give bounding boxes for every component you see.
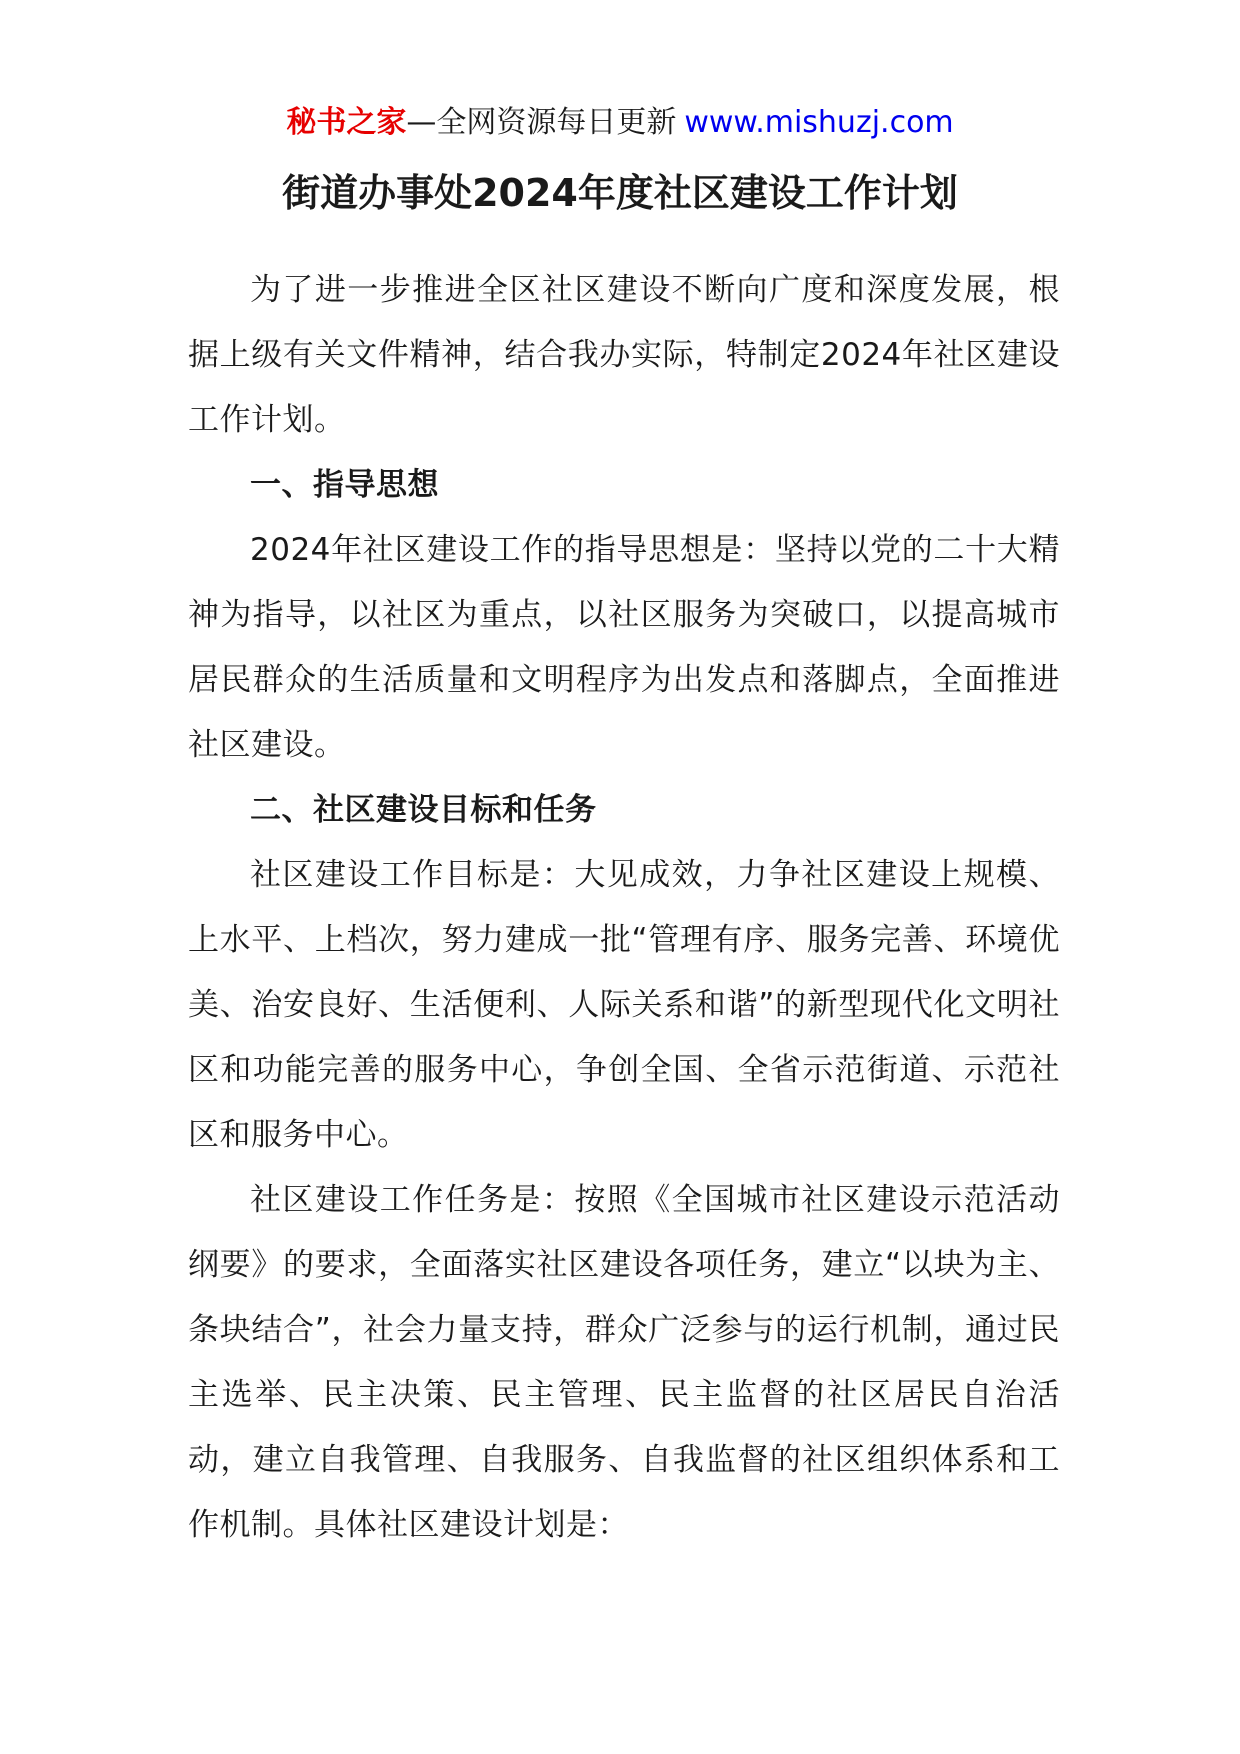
site-banner [0,102,1240,144]
document-body [188,258,1060,1558]
banner-tagline: —全网资源每日更新 [406,105,677,140]
section-paragraph: 社区建设工作任务是：按照《全国城市社区建设示范活动纲要》的要求，全面落实社区建设各项任务，建立“以块为主、条块结合”，社会力量支持，群众广泛参与的运行机制，通过民主选举、民主决策、民主管理、民主监督的社区居民自治活动，建立自我管理、自我服务、自我监督的社区组织体系和工作机制。具体社区建设计划是： [188,1182,1060,1543]
banner-brand: 秘书之家 [286,105,407,140]
document-title: 街道办事处2024年度社区建设工作计划 [282,171,958,215]
section-heading-goals-and-tasks: 二、社区建设目标和任务 [250,792,597,828]
section-heading-guiding-ideology: 一、指导思想 [250,467,439,503]
banner-url-link[interactable]: www.mishuzj.com [684,105,954,140]
section-paragraph: 社区建设工作目标是：大见成效，力争社区建设上规模、上水平、上档次，努力建成一批“管理有序、服务完善、环境优美、治安良好、生活便利、人际关系和谐”的新型现代化文明社区和功能完善的服务中心，争创全国、全省示范街道、示范社区和服务中心。 [188,857,1060,1153]
section-paragraph: 2024年社区建设工作的指导思想是：坚持以党的二十大精神为指导，以社区为重点，以社区服务为突破口，以提高城市居民群众的生活质量和文明程序为出发点和落脚点，全面推进社区建设。 [188,532,1060,763]
intro-paragraph: 为了进一步推进全区社区建设不断向广度和深度发展，根据上级有关文件精神，结合我办实际，特制定2024年社区建设工作计划。 [188,272,1060,438]
